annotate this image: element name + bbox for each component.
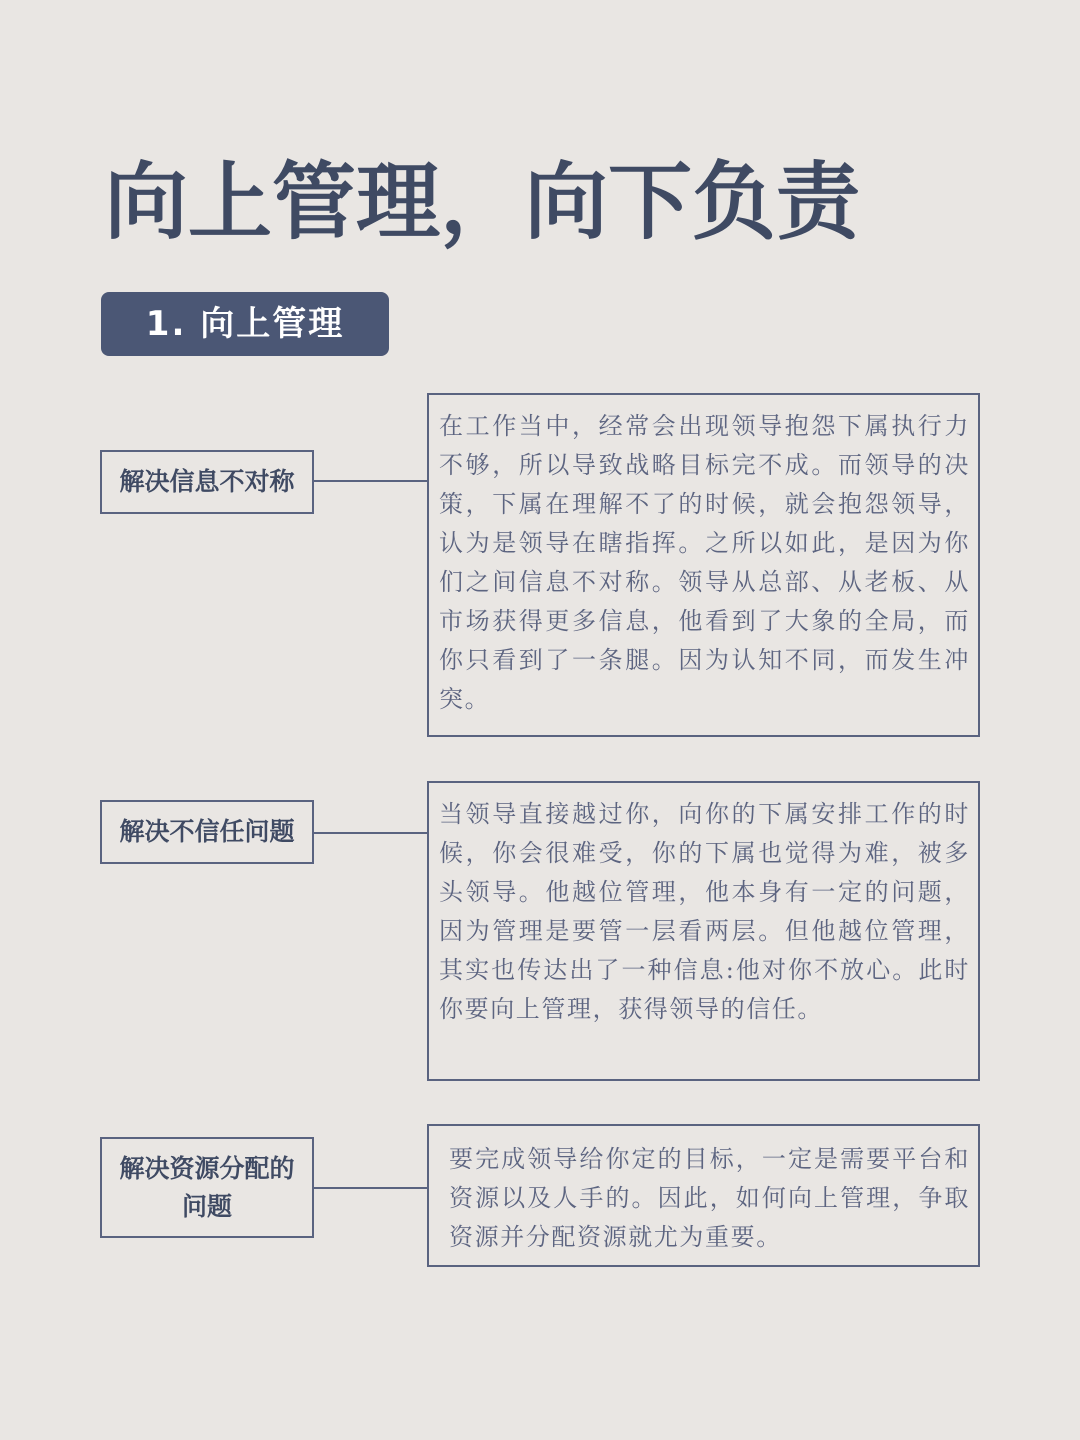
- topic-label-text: 解决信息不对称: [119, 467, 295, 496]
- topic-description-text: 在工作当中，经常会出现领导抱怨下属执行力不够，所以导致战略目标完不成。而领导的决策，下属在理解不了的时候，就会抱怨领导，认为是领导在瞎指挥。之所以如此，是因为你们之间信息不对称。领导从总部、从老板、从市场获得更多信息，他看到了大象的全局，而你只看到了一条腿。因为认知不同，而发生冲突。: [439, 412, 970, 713]
- topic-label-resource-allocation: [100, 1137, 314, 1238]
- topic-label-text: 解决资源分配的问题: [119, 1153, 295, 1221]
- topic-label-information-asymmetry: [100, 450, 314, 514]
- connector-line: [314, 480, 428, 482]
- topic-description-information-asymmetry: [427, 393, 980, 737]
- section-badge: 1. 向上管理: [101, 292, 389, 356]
- page-title: 向上管理，向下负责: [104, 152, 861, 251]
- topic-label-distrust: [100, 800, 314, 864]
- topic-description-distrust: [427, 781, 980, 1081]
- connector-line: [314, 832, 428, 834]
- topic-description-text: 要完成领导给你定的目标，一定是需要平台和资源以及人手的。因此，如何向上管理，争取资源并分配资源就尤为重要。: [449, 1145, 970, 1251]
- connector-line: [314, 1187, 428, 1189]
- topic-description-resource-allocation: [427, 1124, 980, 1267]
- topic-label-text: 解决不信任问题: [119, 817, 295, 846]
- topic-description-text: 当领导直接越过你，向你的下属安排工作的时候，你会很难受，你的下属也觉得为难，被多头领导。他越位管理，他本身有一定的问题，因为管理是要管一层看两层。但他越位管理，其实也传达出了一种信息:他对你不放心。此时你要向上管理，获得领导的信任。: [439, 800, 970, 1023]
